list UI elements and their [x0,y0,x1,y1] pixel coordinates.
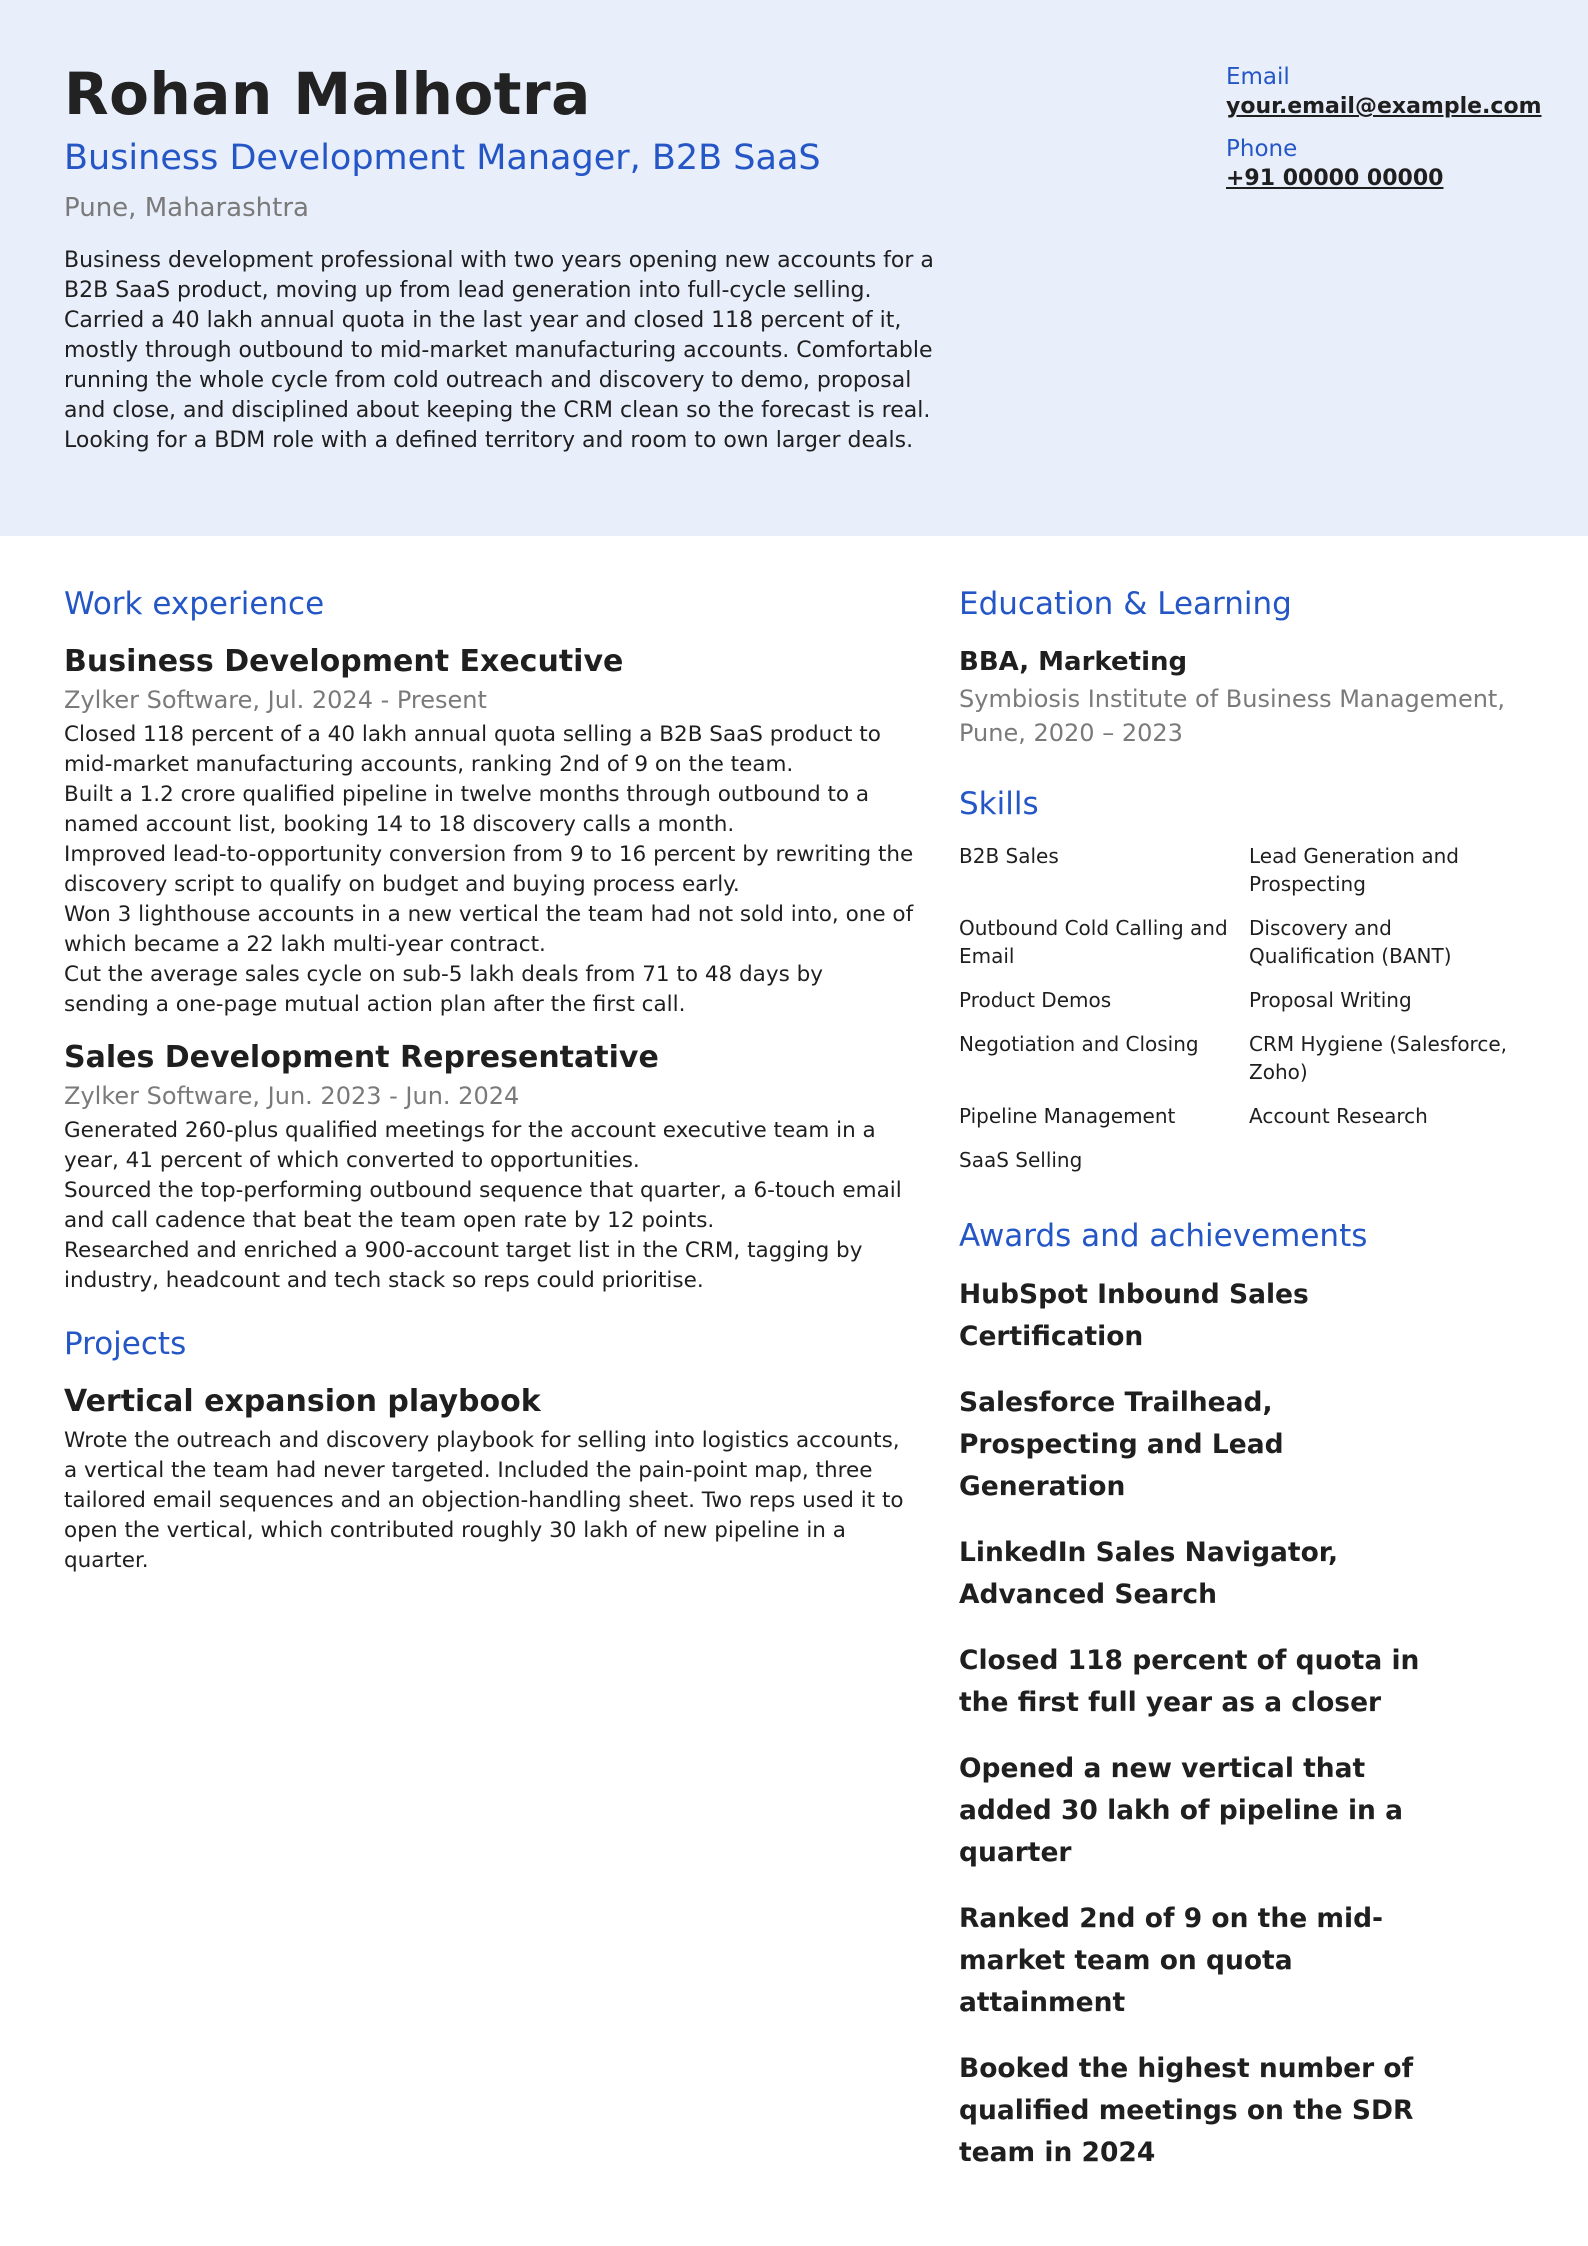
job-bullet: Improved lead-to-opportunity conversion from 9 to 16 percent by rewriting the discovery script to qualify on budget and buying process early. [64,842,914,897]
award-item: HubSpot Inbound Sales Certification [959,1279,1309,1352]
award-item: Opened a new vertical that added 30 lakh of pipeline in a quarter [959,1753,1404,1868]
professional-summary: Business development professional with two years opening new accounts for a B2B SaaS product, moving up from lead generation into full-cycle selling. Carried a 40 lakh annual quota in the last year and closed 118 percent of it, mostly through outbound to mid-market manufacturing accounts. Comfortable running the whole cycle from cold outreach and discovery to demo, proposal and close, and disciplined about keeping the CRM clean so the forecast is real. Looking for a BDM role with a defined territory and room to own larger deals. [64,248,934,453]
job-meta: Zylker Software, Jul. 2024 - Present [64,686,487,714]
job-title: Business Development Executive [64,644,624,679]
email-link[interactable]: your.email@example.com [1226,94,1542,119]
skill-item: Proposal Writing [1249,988,1412,1012]
job-title: Sales Development Representative [64,1040,659,1075]
award-item: Salesforce Trailhead, Prospecting and Lead Generation [959,1387,1284,1502]
job-bullet: Built a 1.2 crore qualified pipeline in twelve months through outbound to a named account list, booking 14 to 18 discovery calls a month. [64,782,870,837]
job-entry [64,1038,914,1296]
work-experience-heading: Work experience [64,586,325,622]
education-heading: Education & Learning [959,586,1292,622]
skill-item: B2B Sales [959,844,1059,868]
candidate-location: Pune, Maharashtra [64,193,309,223]
job-bullet: Researched and enriched a 900-account target list in the CRM, tagging by industry, headcount and tech stack so reps could prioritise. [64,1238,863,1293]
award-item: Booked the highest number of qualified meetings on the SDR team in 2024 [959,2053,1414,2168]
skill-item: Account Research [1249,1104,1428,1128]
award-item: Ranked 2nd of 9 on the mid-market team on quota attainment [959,1903,1384,2018]
skill-item: Product Demos [959,988,1112,1012]
job-meta: Zylker Software, Jun. 2023 - Jun. 2024 [64,1082,520,1110]
education-school: Symbiosis Institute of Business Management, Pune, 2020 – 2023 [959,685,1505,747]
resume-header [0,0,1588,536]
award-item: LinkedIn Sales Navigator, Advanced Search [959,1537,1339,1610]
awards-heading: Awards and achievements [959,1218,1368,1254]
contact-block [1226,62,1542,206]
email-label: Email [1226,64,1290,90]
skill-item: Pipeline Management [959,1104,1176,1128]
education-degree: BBA, Marketing [959,647,1188,677]
award-item: Closed 118 percent of quota in the first full year as a closer [959,1645,1420,1718]
job-bullet: Sourced the top-performing outbound sequence that quarter, a 6-touch email and call cadence that beat the team open rate by 12 points. [64,1178,902,1233]
projects-heading: Projects [64,1326,187,1362]
skill-item: SaaS Selling [959,1148,1083,1172]
project-description: Wrote the outreach and discovery playbook for selling into logistics accounts, a vertical the team had never targeted. Included the pain-point map, three tailored email sequences and an objection-handling sheet. Two reps used it to open the vertical, which contributed roughly 30 lakh of new pipeline in a quarter. [64,1428,904,1573]
job-bullet: Generated 260-plus qualified meetings for the account executive team in a year, 41 percent of which converted to opportunities. [64,1118,876,1173]
left-column [64,580,914,1576]
skill-item: CRM Hygiene (Salesforce, Zoho) [1249,1032,1507,1084]
project-entry [64,1382,914,1576]
phone-label: Phone [1226,136,1298,162]
skill-item: Outbound Cold Calling and Email [959,916,1228,968]
skills-heading: Skills [959,786,1039,822]
job-entry [64,642,914,1020]
project-title: Vertical expansion playbook [64,1384,541,1419]
skill-item: Negotiation and Closing [959,1032,1199,1056]
job-bullet: Closed 118 percent of a 40 lakh annual quota selling a B2B SaaS product to mid-market manufacturing accounts, ranking 2nd of 9 on the team. [64,722,881,777]
skill-item: Lead Generation and Prospecting [1249,844,1459,896]
candidate-name: Rohan Malhotra [64,60,591,128]
right-column [959,580,1534,2198]
skills-grid [959,842,1534,1174]
skill-item: Discovery and Qualification (BANT) [1249,916,1452,968]
job-bullet: Cut the average sales cycle on sub-5 lakh deals from 71 to 48 days by sending a one-page mutual action plan after the first call. [64,962,823,1017]
phone-link[interactable]: +91 00000 00000 [1226,166,1444,191]
candidate-headline: Business Development Manager, B2B SaaS [64,138,821,178]
job-bullet: Won 3 lighthouse accounts in a new vertical the team had not sold into, one of which became a 22 lakh multi-year contract. [64,902,914,957]
